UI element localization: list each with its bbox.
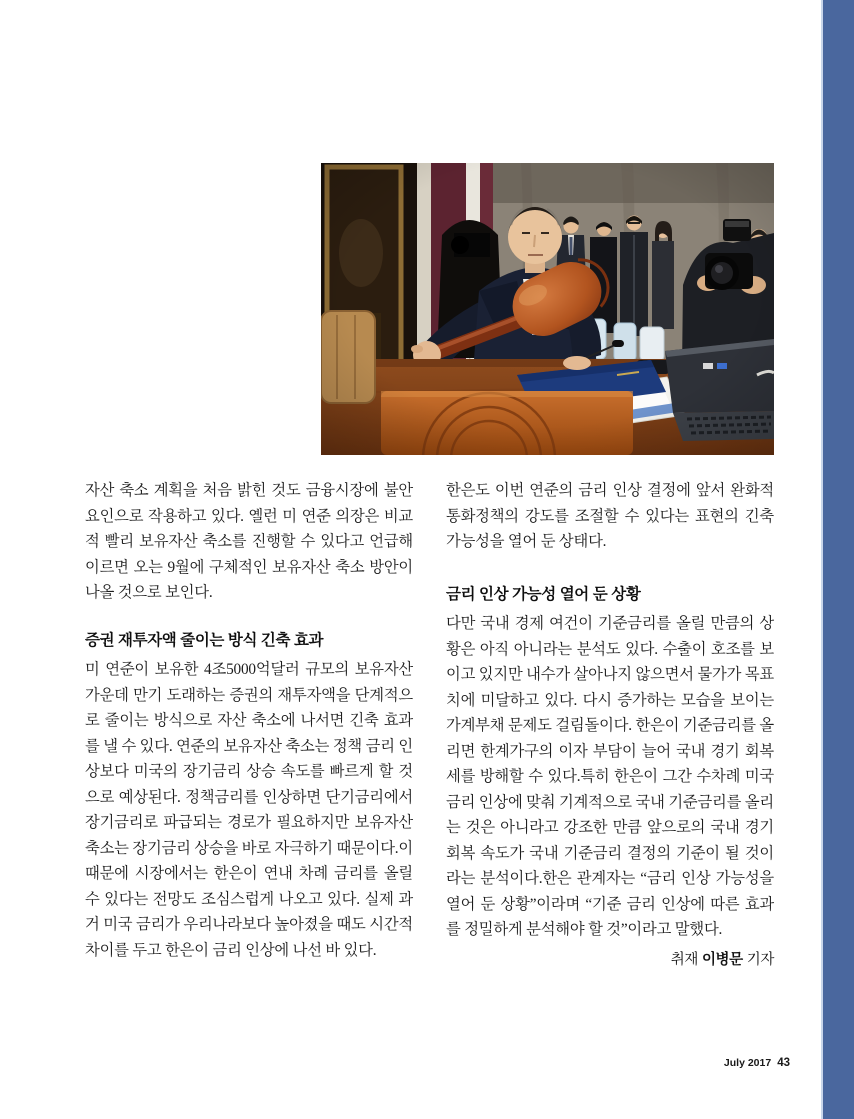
right-subheading: 금리 인상 가능성 열어 둔 상황 (446, 585, 641, 603)
right-accent-bar (821, 0, 854, 1119)
byline-suffix: 기자 (746, 951, 774, 968)
left-paragraph-1: 자산 축소 계획을 처음 밝힌 것도 금융시장에 불안 요인으로 작용하고 있다. 옐런 미 연준 의장은 비교적 빨리 보유자산 축소를 진행할 수 있다고 언급해 이르면 오는 9월에 구체적인 보유자산 축소 방안이 나올 것으로 보인다. (85, 482, 413, 601)
page-footer (724, 1057, 790, 1069)
footer-page-number: 43 (777, 1057, 790, 1069)
left-subheading: 증권 재투자액 줄이는 방식 긴축 효과 (85, 631, 324, 649)
left-paragraph-2: 미 연준이 보유한 4조5000억달러 규모의 보유자산 가운데 만기 도래하는 증권의 재투자액을 단계적으로 줄이는 방식으로 자산 축소에 나서면 긴축 효과를 낼 수 있다. 연준의 보유자산 축소는 정책 금리 인상보다 미국의 장기금리 상승 속도를 빠르게 할 것으로 예상된다. 정책금리를 인상하면 단기금리에서 장기금리로 파급되는 경로가 필요하지만 보유자산 축소는 장기금리 상승을 바로 자극하기 때문이다.이 때문에 시장에서는 한은이 연내 차례 금리를 올릴 수 있다는 전망도 조심스럽게 나오고 있다. 실제 과거 미국 금리가 우리나라보다 높아졌을 때도 시간적 차이를 두고 한은이 금리 인상에 나선 바 있다. (85, 661, 413, 959)
byline-prefix: 취재 (670, 951, 698, 968)
right-paragraph-1: 한은도 이번 연준의 금리 인상 결정에 앞서 완화적 통화정책의 강도를 조절할 수 있다는 표현의 긴축 가능성을 열어 둔 상태다. (446, 482, 774, 550)
byline (446, 948, 774, 974)
left-text-column (85, 478, 413, 963)
news-photo-gavel (321, 163, 774, 455)
right-paragraph-2: 다만 국내 경제 여건이 기준금리를 올릴 만큼의 상황은 아직 아니라는 분석도 있다. 수출이 호조를 보이고 있지만 내수가 살아나지 않으면서 물가가 목표치에 미달하고 있다. 다시 증가하는 모습을 보이는 가계부채 문제도 걸림돌이다. 한은이 기준금리를 올리면 한계가구의 이자 부담이 늘어 국내 경기 회복세를 방해할 수 있다.특히 한은이 그간 수차례 미국 금리 인상에 맞춰 기계적으로 국내 기준금리를 올리는 것은 아니라고 강조한 만큼 앞으로의 국내 경기 회복 속도가 국내 기준금리 결정의 기준이 될 것이라는 분석이다.한은 관계자는 “금리 인상 가능성을 열어 둔 상황”이라며 “기준 금리 인상에 따른 효과를 정밀하게 분석해야 할 것”이라고 말했다. (446, 615, 774, 938)
byline-reporter-name: 이병문 (701, 951, 743, 968)
footer-issue-date: July 2017 (723, 1057, 772, 1069)
gavel-photo-illustration (321, 163, 774, 455)
right-text-column (446, 478, 774, 973)
